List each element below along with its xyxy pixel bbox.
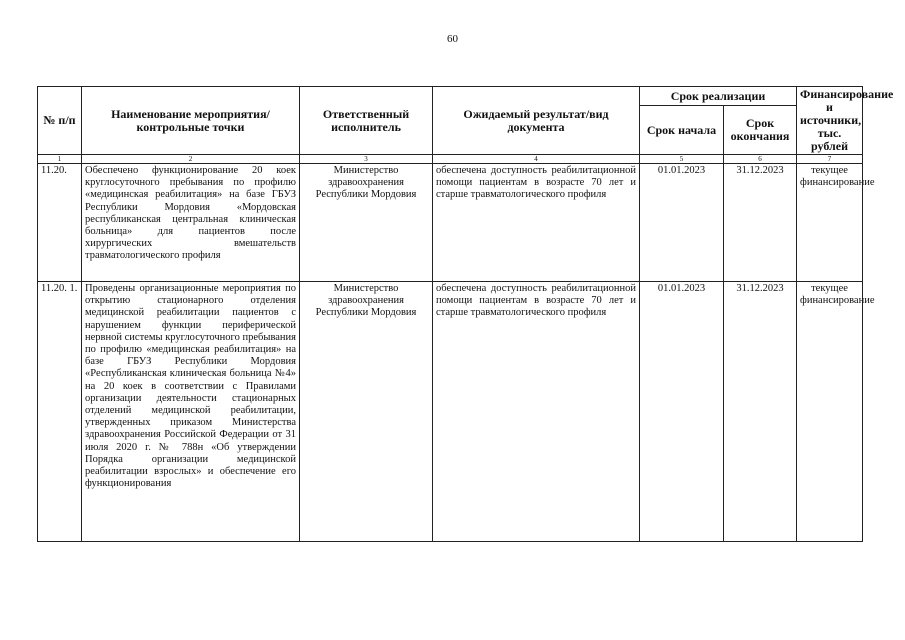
header-result: Ожидаемый результат/вид документа (433, 87, 640, 155)
header-executor: Ответственный исполнитель (300, 87, 433, 155)
expected-result: обеспечена доступность реабилитационной помощи пациентам в возрасте 70 лет и старше травматологического профиля (433, 164, 640, 282)
header-end: Срок окончания (724, 106, 797, 155)
row-number: 11.20. 1. (38, 282, 82, 542)
executor: Министерство здравоохранения Республики Мордовия (300, 164, 433, 282)
executor: Министерство здравоохранения Республики Мордовия (300, 282, 433, 542)
column-number: 2 (82, 155, 300, 164)
start-date: 01.01.2023 (640, 164, 724, 282)
end-date: 31.12.2023 (724, 282, 797, 542)
financing: текущее финансирование (797, 282, 863, 542)
header-start: Срок начала (640, 106, 724, 155)
table-row (38, 282, 863, 542)
table-row (38, 164, 863, 282)
measures-table (37, 86, 894, 542)
column-number: 4 (433, 155, 640, 164)
column-number: 7 (797, 155, 863, 164)
page-number: 60 (447, 33, 458, 45)
header-name: Наименование мероприятия/ контрольные точки (82, 87, 300, 155)
measure-name: Проведены организационные мероприятия по открытию стационарного отделения медицинской реабилитации пациентов с нарушением функции периферической нервной системы круглосуточного пребывания по профилю «медицинская реабилитация» на базе ГБУЗ Республики Мордовия «Республиканская клиническая больница №4» на 20 коек в соответствии с Правилами организации деятельности стационарных отделений медицинской реабилитации, утвержденных приказом Министерства здравоохранения Российской Федерации от 31 июля 2020 г. № 788н «Об утверждении Порядка организации медицинской реабилитации взрослых» и обеспечение его функционирования (82, 282, 300, 542)
column-number: 1 (38, 155, 82, 164)
header-finance: Финансирование и источники, тыс. рублей (797, 87, 863, 155)
expected-result: обеспечена доступность реабилитационной помощи пациентам в возрасте 70 лет и старше травматологического профиля (433, 282, 640, 542)
measure-name: Обеспечено функционирование 20 коек круглосуточного пребывания по профилю «медицинская реабилитация» на базе ГБУЗ Республики Мордовия «Мордовская республиканская центральная клиническая больница» для пациентов после хирургических вмешательств травматологического профиля (82, 164, 300, 282)
start-date: 01.01.2023 (640, 282, 724, 542)
financing: текущее финансирование (797, 164, 863, 282)
row-number: 11.20. (38, 164, 82, 282)
column-number: 6 (724, 155, 797, 164)
header-term: Срок реализации (640, 87, 797, 106)
end-date: 31.12.2023 (724, 164, 797, 282)
column-number: 3 (300, 155, 433, 164)
column-number: 5 (640, 155, 724, 164)
header-num: № п/п (38, 87, 82, 155)
